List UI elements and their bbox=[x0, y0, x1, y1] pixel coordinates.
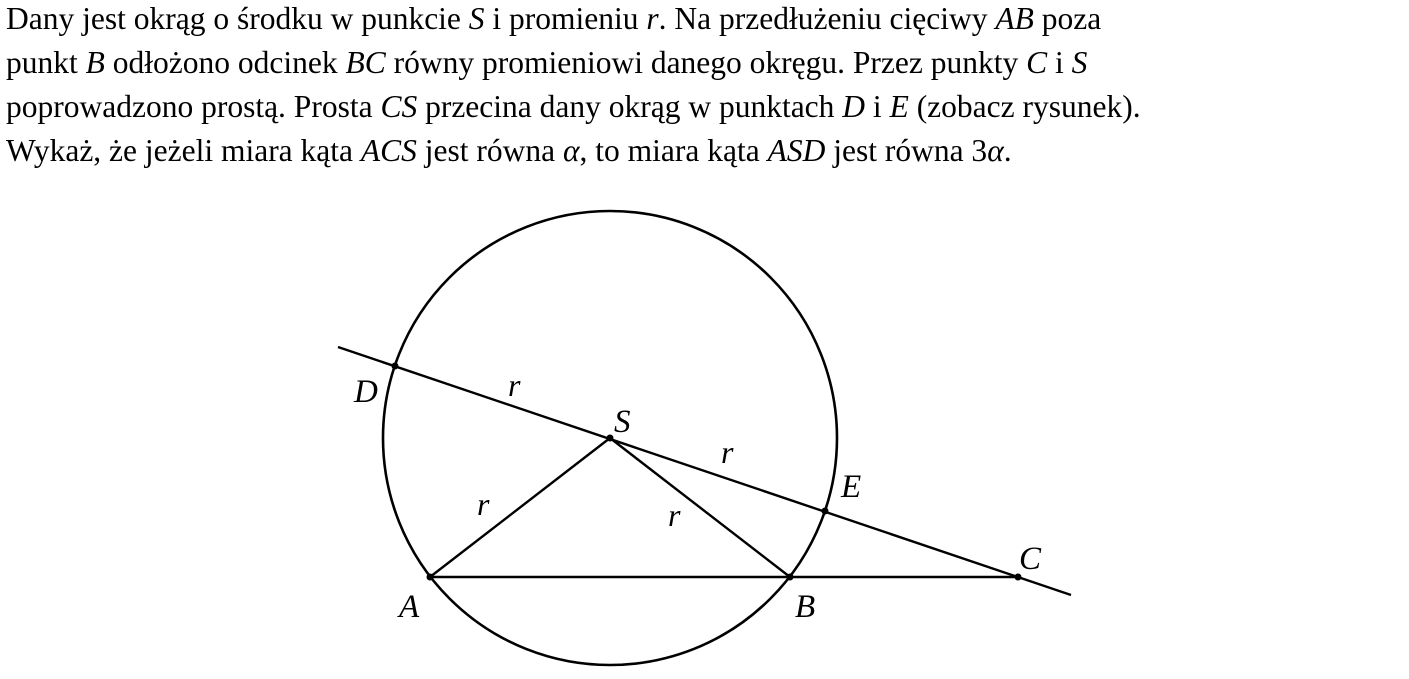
segment-sb bbox=[610, 438, 790, 577]
label-c: C bbox=[1019, 541, 1042, 577]
radius-label-se: r bbox=[721, 434, 734, 470]
radius-label-sd: r bbox=[508, 367, 521, 403]
point-e bbox=[822, 508, 829, 515]
radius-label-sb: r bbox=[668, 497, 681, 533]
label-d: D bbox=[354, 374, 378, 410]
radius-label-sa: r bbox=[477, 486, 490, 522]
label-a: A bbox=[399, 589, 420, 625]
line-cs bbox=[338, 347, 1071, 595]
point-d bbox=[392, 363, 399, 370]
problem-line-2: punkt B odłożono odcinek BC równy promieniowi danego okręgu. Przez punkty C i S bbox=[6, 45, 1088, 80]
label-e: E bbox=[841, 469, 862, 505]
label-b: B bbox=[795, 589, 816, 625]
problem-line-3: poprowadzono prostą. Prosta CS przecina dany okrąg w punktach D i E (zobacz rysunek). bbox=[6, 89, 1141, 124]
problem-line-4: Wykaż, że jeżeli miara kąta ACS jest równa α, to miara kąta ASD jest równa 3α. bbox=[6, 133, 1012, 168]
segment-sa bbox=[430, 438, 610, 577]
problem-line-1: Dany jest okrąg o środku w punkcie S i promieniu r. Na przedłużeniu cięciwy AB poza bbox=[6, 1, 1102, 36]
point-s bbox=[607, 435, 614, 442]
point-b bbox=[787, 574, 794, 581]
label-s: S bbox=[614, 404, 631, 440]
point-a bbox=[427, 574, 434, 581]
